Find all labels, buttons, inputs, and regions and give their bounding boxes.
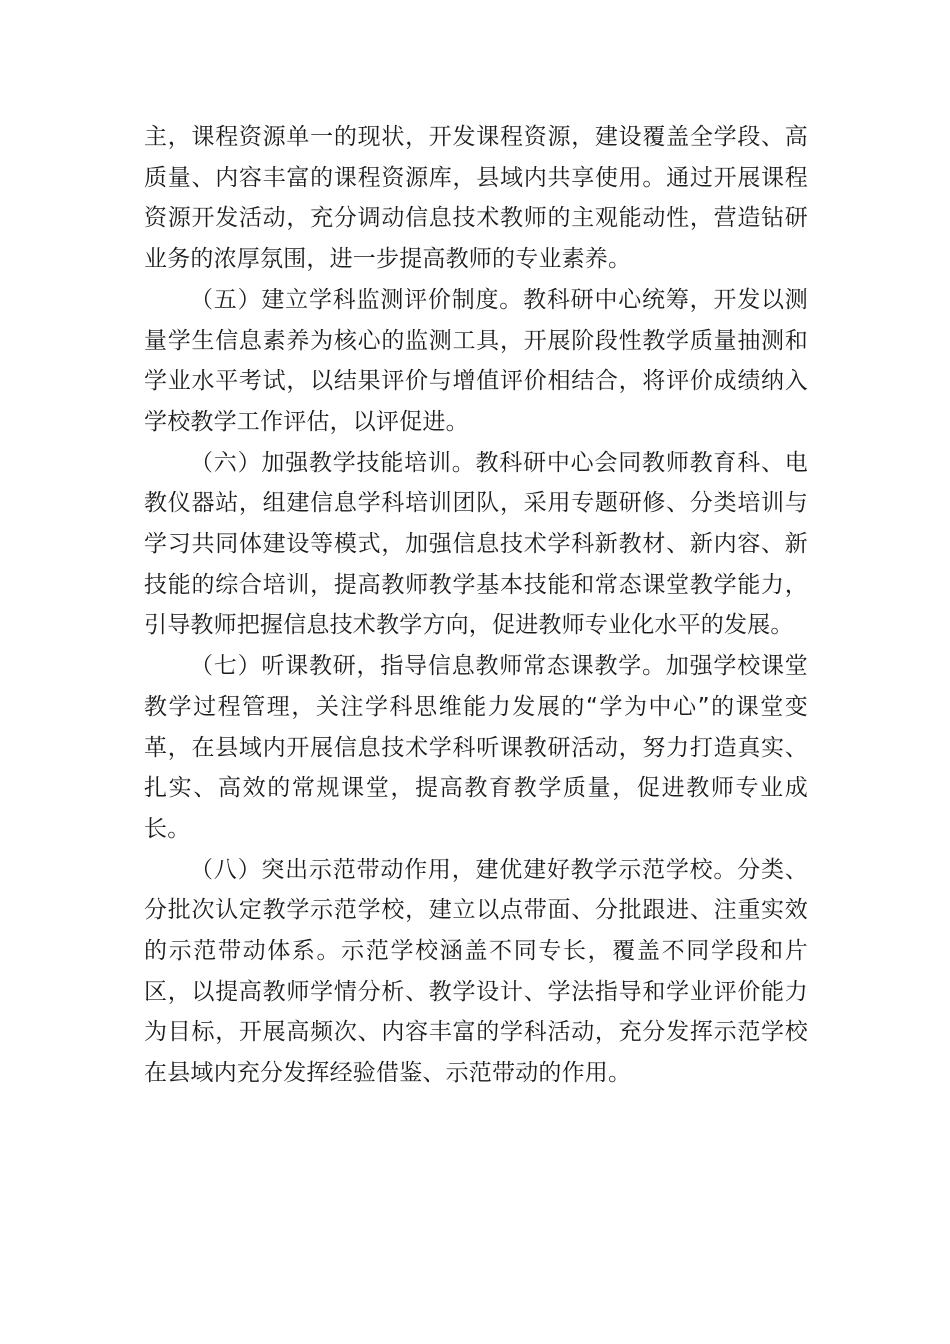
paragraph-continued: 主，课程资源单一的现状，开发课程资源，建设覆盖全学段、高质量、内容丰富的课程资源库，县域内共享使用。通过开展课程资源开发活动，充分调动信息技术教师的主观能动性，营造钻研业务的浓厚氛围，进一步提高教师的专业素养。 [144, 124, 808, 273]
paragraph-section-6: （六）加强教学技能培训。教科研中心会同教师教育科、电教仪器站，组建信息学科培训团队，采用专题研修、分类培训与学习共同体建设等模式，加强信息技术学科新教材、新内容、新技能的综合培训，提高教师教学基本技能和常态课堂教学能力，引导教师把握信息技术教学方向，促进教师专业化水平的发展。 [144, 449, 808, 639]
paragraph-section-7: （七）听课教研，指导信息教师常态课教学。加强学校课堂教学过程管理，关注学科思维能力发展的“学为中心”的课堂变革，在县域内开展信息技术学科听课教研活动，努力打造真实、扎实、高效的常规课堂，提高教育教学质量，促进教师专业成长。 [144, 653, 808, 842]
paragraph-section-8: （八）突出示范带动作用，建优建好教学示范学校。分类、分批次认定教学示范学校，建立以点带面、分批跟进、注重实效的示范带动体系。示范学校涵盖不同专长，覆盖不同学段和片区，以提高教师学情分析、教学设计、学法指导和学业评价能力为目标，开展高频次、内容丰富的学科活动，充分发挥示范学校在县域内充分发挥经验借鉴、示范带动的作用。 [144, 856, 808, 1087]
document-body [144, 117, 808, 1094]
paragraph-section-5: （五）建立学科监测评价制度。教科研中心统筹，开发以测量学生信息素养为核心的监测工具，开展阶段性教学质量抽测和学业水平考试，以结果评价与增值评价相结合，将评价成绩纳入学校教学工作评估，以评促进。 [144, 286, 808, 435]
